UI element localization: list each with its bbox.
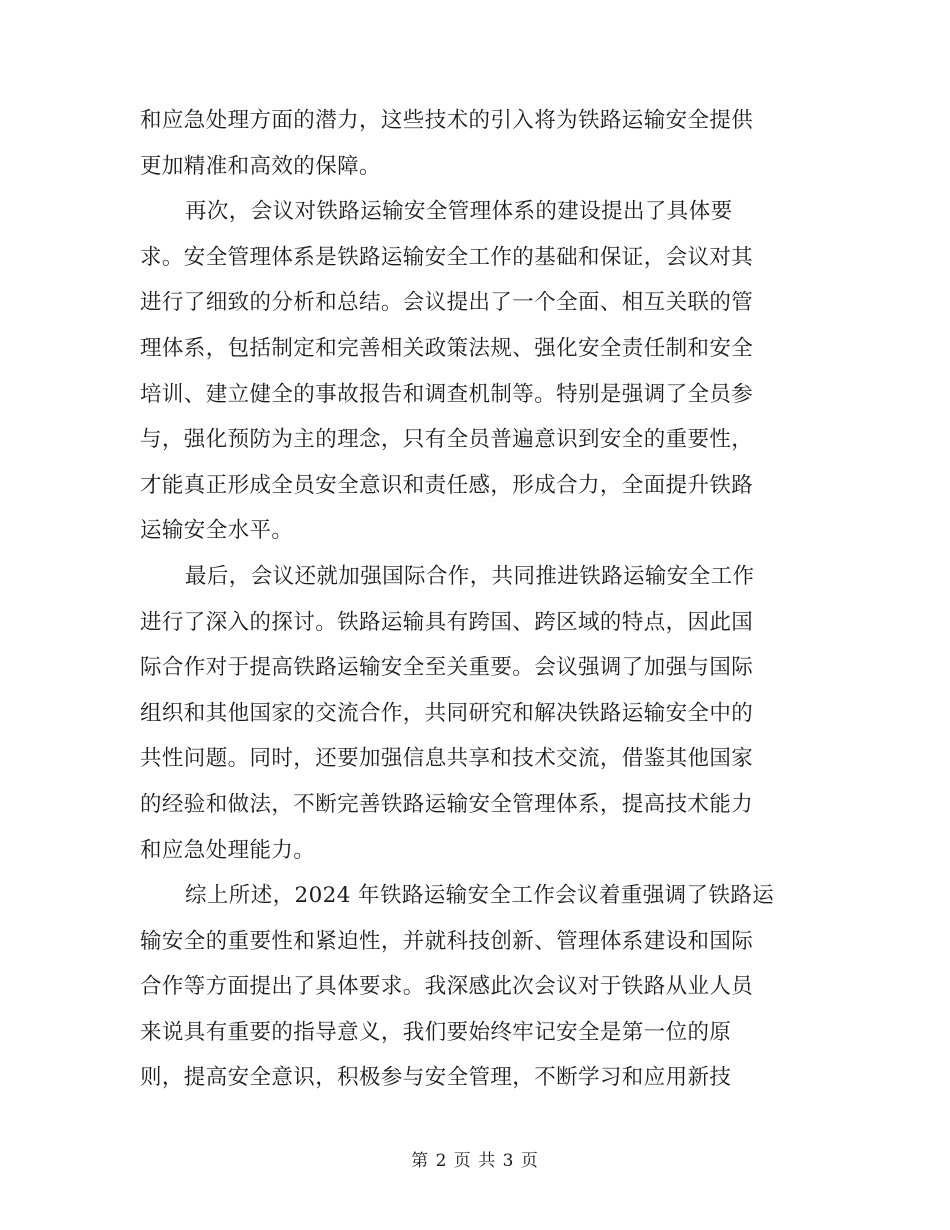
text-line: 则，提高安全意识，积极参与安全管理，不断学习和应用新技 [140,1065,732,1091]
text-line: 理体系，包括制定和完善相关政策法规、强化安全责任制和安全 [140,335,754,361]
paragraph-first-line: 再次，会议对铁路运输安全管理体系的建设提出了具体要 [185,199,733,225]
paragraph-first-line: 最后，会议还就加强国际合作，共同推进铁路运输安全工作 [185,563,755,589]
document-body [140,98,800,1101]
text-line: 才能真正形成全员安全意识和责任感，形成合力，全面提升铁路 [140,472,754,498]
text-line: 进行了深入的探讨。铁路运输具有跨国、跨区域的特点，因此国 [140,609,754,635]
text-line: 际合作对于提高铁路运输安全至关重要。会议强调了加强与国际 [140,655,754,681]
text-line: 的经验和做法，不断完善铁路运输安全管理体系，提高技术能力 [140,791,754,817]
text-line: 求。安全管理体系是铁路运输安全工作的基础和保证，会议对其 [140,244,754,270]
text-line: 和应急处理能力。 [140,837,316,863]
page-footer: 第 2 页 共 3 页 [411,1151,539,1171]
text-line: 共性问题。同时，还要加强信息共享和技术交流，借鉴其他国家 [140,746,754,772]
text-line: 和应急处理方面的潜力，这些技术的引入将为铁路运输安全提供 [140,108,754,133]
text-line: 进行了细致的分析和总结。会议提出了一个全面、相互关联的管 [140,290,754,316]
text-line: 培训、建立健全的事故报告和调查机制等。特别是强调了全员参 [140,381,754,407]
text-line: 运输安全水平。 [140,518,294,544]
text-line: 与，强化预防为主的理念，只有全员普遍意识到安全的重要性， [140,427,754,453]
text-line: 更加精准和高效的保障。 [140,153,381,179]
text-line: 来说具有重要的指导意义，我们要始终牢记安全是第一位的原 [140,1019,732,1045]
text-line: 合作等方面提出了具体要求。我深感此次会议对于铁路从业人员 [140,974,754,1000]
text-line: 输安全的重要性和紧迫性，并就科技创新、管理体系建设和国际 [140,928,754,954]
text-line: 组织和其他国家的交流合作，共同研究和解决铁路运输安全中的 [140,700,754,726]
paragraph-first-line: 综上所述，2024 年铁路运输安全工作会议着重强调了铁路运 [185,883,775,909]
